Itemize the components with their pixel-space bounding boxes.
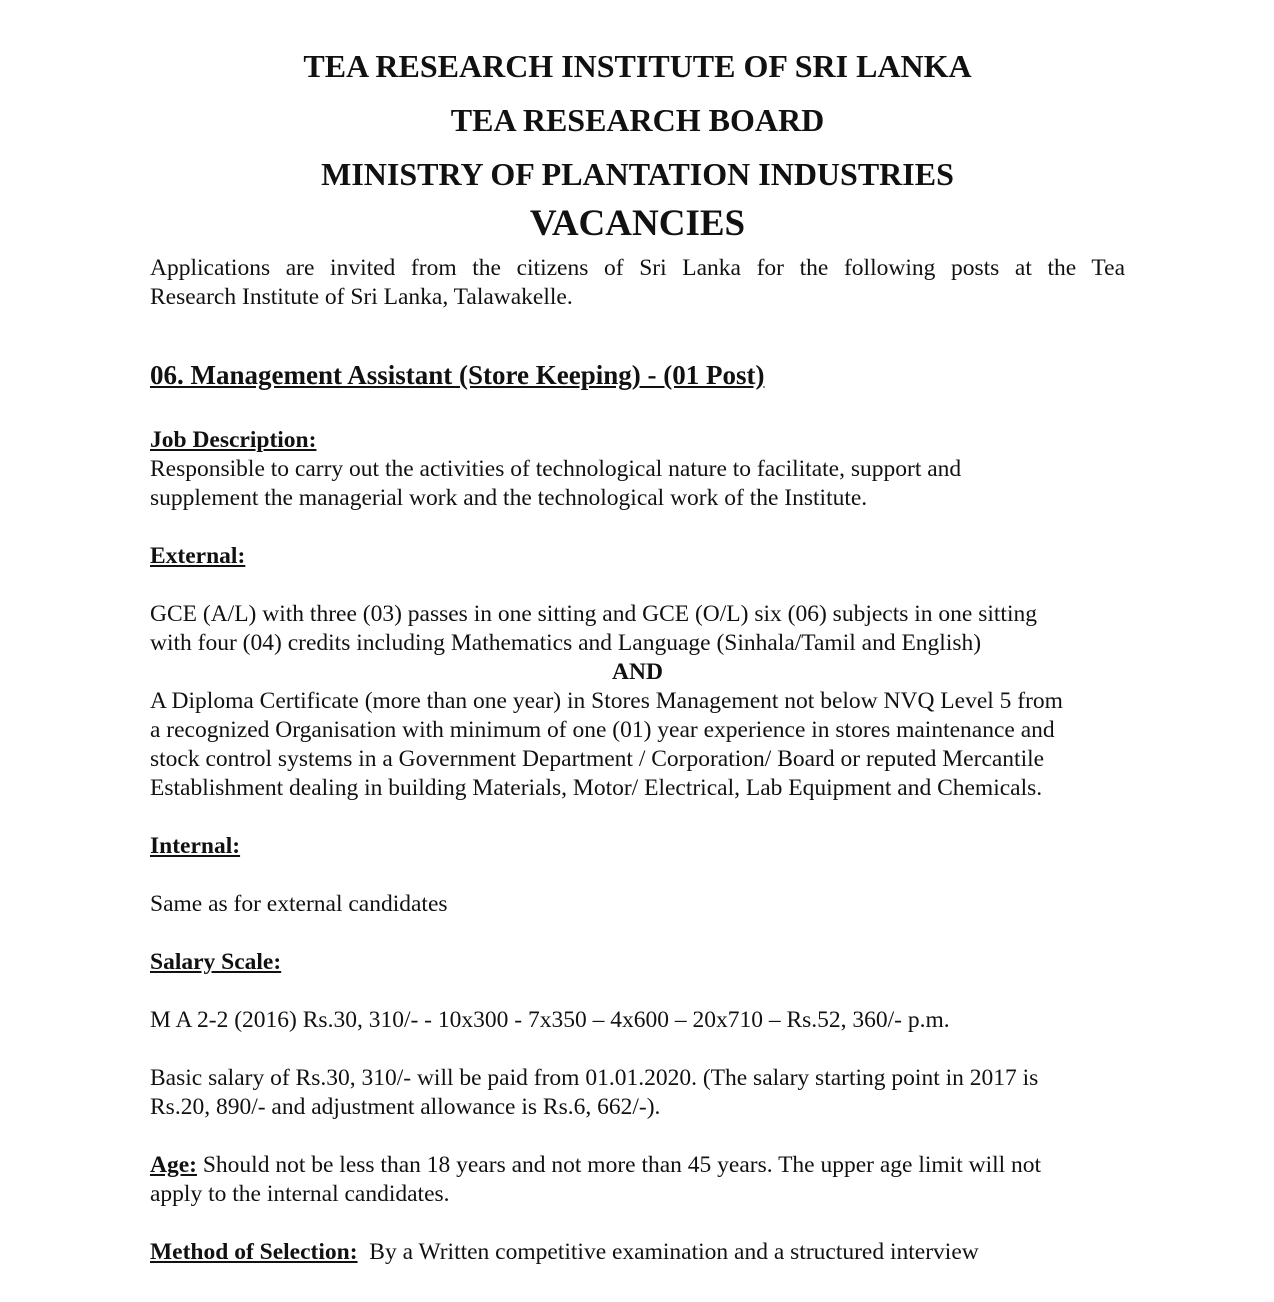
external-qualification-line: a recognized Organisation with minimum of one (01) year experience in stores maintenance and — [150, 717, 1055, 743]
internal-heading: Internal: — [150, 833, 241, 859]
basic-salary-line: Rs.20, 890/- and adjustment allowance is Rs.6, 662/-). — [150, 1094, 661, 1120]
intro-line: Applications are invited from the citizens of Sri Lanka for the following posts at the Tea — [150, 255, 1125, 281]
vacancies-title: VACANCIES — [529, 203, 746, 244]
basic-salary-line: Basic salary of Rs.30, 310/- will be paid from 01.01.2020. (The salary starting point in 2017 is — [150, 1065, 1039, 1091]
age-paragraph — [150, 1151, 1125, 1180]
age-text-line: apply to the internal candidates. — [150, 1181, 450, 1207]
selection-heading: Method of Selection: — [150, 1239, 358, 1265]
external-qualification-line: with four (04) credits including Mathematics and Language (Sinhala/Tamil and English) — [150, 630, 982, 656]
ministry-title: MINISTRY OF PLANTATION INDUSTRIES — [321, 156, 954, 192]
salary-heading: Salary Scale: — [150, 949, 282, 975]
job-description-line: Responsible to carry out the activities of technological nature to facilitate, support and — [150, 456, 962, 482]
external-qualification-line: Establishment dealing in building Materials, Motor/ Electrical, Lab Equipment and Chemicals. — [150, 775, 1043, 801]
internal-heading-row — [150, 832, 1125, 861]
selection-text: By a Written competitive examination and a structured interview — [357, 1239, 979, 1265]
age-heading: Age: — [150, 1152, 197, 1178]
job-description-heading-row — [150, 426, 1125, 455]
external-qualification-line: GCE (A/L) with three (03) passes in one sitting and GCE (O/L) six (06) subjects in one sitting — [150, 601, 1037, 627]
external-qualification-line: stock control systems in a Government Department / Corporation/ Board or reputed Mercantile — [150, 746, 1045, 772]
age-text: Should not be less than 18 years and not more than 45 years. The upper age limit will not — [196, 1152, 1042, 1178]
selection-paragraph — [150, 1238, 1125, 1267]
vacancy-notice — [150, 44, 1125, 1267]
board-title: TEA RESEARCH BOARD — [450, 102, 825, 138]
intro-line: Research Institute of Sri Lanka, Talawakelle. — [150, 284, 573, 310]
job-description-line: supplement the managerial work and the technological work of the Institute. — [150, 485, 868, 511]
internal-text: Same as for external candidates — [150, 891, 448, 917]
salary-scale: M A 2-2 (2016) Rs.30, 310/- - 10x300 - 7x350 – 4x600 – 20x710 – Rs.52, 360/- p.m. — [150, 1007, 950, 1033]
external-qualification-line: A Diploma Certificate (more than one year) in Stores Management not below NVQ Level 5 from — [150, 688, 1063, 714]
external-heading: External: — [150, 543, 246, 569]
job-description-heading: Job Description: — [150, 427, 317, 453]
institute-title: TEA RESEARCH INSTITUTE OF SRI LANKA — [303, 48, 972, 84]
and-separator: AND — [612, 659, 663, 685]
salary-heading-row — [150, 948, 1125, 977]
post-title: 06. Management Assistant (Store Keeping) - (01 Post) — [150, 360, 765, 390]
external-heading-row — [150, 542, 1125, 571]
intro-paragraph — [150, 254, 1125, 312]
